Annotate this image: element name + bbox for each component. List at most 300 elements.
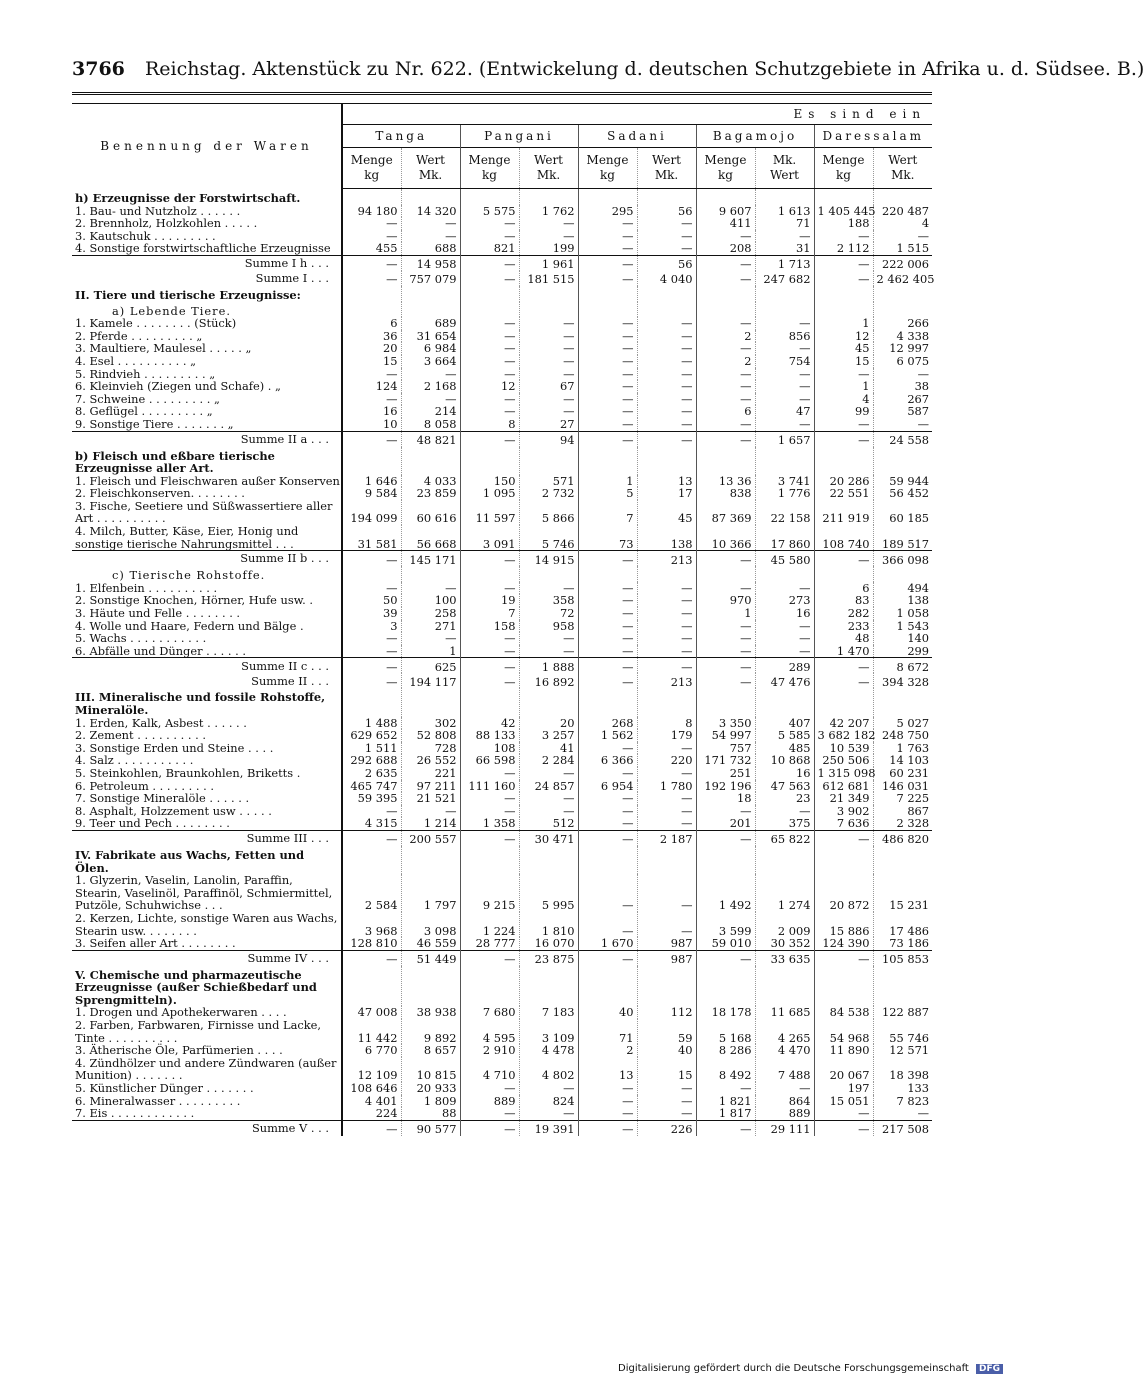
goods-name: 7. Sonstige Mineralöle . . . . . . [72, 792, 342, 805]
quantity-cell: 15 [383, 353, 398, 368]
value-cell: — [401, 632, 460, 645]
value-cell: 222 006 [873, 255, 932, 271]
quantity-cell: 8 492 [696, 1057, 755, 1082]
goods-name: 4. Wolle und Haare, Federn und Bälge . [72, 620, 342, 633]
quantity-cell: 465 747 [350, 778, 398, 793]
quantity-cell: — [460, 1107, 519, 1120]
page-number: 3766 [72, 58, 125, 80]
value-cell: 1 762 [519, 205, 578, 218]
empty-cell [401, 966, 460, 1007]
quantity-cell: — [460, 950, 519, 966]
value-cell: 2 462 405 [873, 271, 932, 286]
value-cell: 8 657 [401, 1044, 460, 1057]
value-cell: 824 [519, 1095, 578, 1108]
value-cell: 60 616 [401, 500, 460, 525]
value-cell: — [637, 874, 696, 912]
quantity-cell: — [578, 1082, 637, 1095]
quantity-cell: — [578, 805, 637, 818]
quantity-cell: — [578, 418, 637, 431]
quantity-cell: 10 366 [696, 525, 755, 551]
empty-cell [578, 302, 637, 318]
value-cell: — [519, 230, 578, 243]
quantity-cell: — [386, 631, 398, 646]
value-cell: 3 664 [401, 355, 460, 368]
empty-cell [519, 966, 578, 1007]
sum-row [72, 950, 932, 966]
value-cell: 14 915 [519, 551, 578, 567]
quantity-cell: 1 [696, 607, 755, 620]
quantity-cell: — [696, 368, 755, 381]
goods-name: 4. Sonstige forstwirtschaftliche Erzeugnisse [72, 242, 342, 255]
quantity-cell: 9 607 [696, 205, 755, 218]
quantity-cell: — [578, 230, 637, 243]
goods-name: 6. Kleinvieh (Ziegen und Schafe) . „ [72, 380, 342, 393]
sum-row [72, 830, 932, 846]
quantity-cell: 94 180 [357, 203, 398, 218]
unit-header-line: Menge [822, 153, 865, 167]
value-cell: 38 938 [401, 1006, 460, 1019]
quantity-cell: — [460, 355, 519, 368]
sum-row [72, 255, 932, 271]
quantity-cell: 889 [460, 1095, 519, 1108]
value-cell: 194 117 [401, 673, 460, 688]
empty-cell [814, 688, 873, 716]
value-cell: 60 231 [873, 767, 932, 780]
quantity-cell: 66 598 [460, 754, 519, 767]
value-cell: — [519, 632, 578, 645]
empty-cell [578, 966, 637, 1007]
empty-cell [519, 846, 578, 874]
sum-label: Summe V . . . [72, 1120, 342, 1136]
section-heading-row [72, 286, 932, 302]
value-cell: 200 557 [401, 830, 460, 846]
quantity-cell: — [460, 830, 519, 846]
goods-name: 1. Glyzerin, Vaselin, Lanolin, Paraffin, Stearin, Vaselinöl, Paraffinöl, Schmiermittel, Putzöle, Schuhwichse . . . [72, 874, 342, 912]
value-cell: 47 476 [755, 673, 814, 688]
quantity-cell: 31 581 [357, 536, 398, 551]
value-cell: — [401, 393, 460, 406]
unit-header-line: kg [836, 168, 851, 182]
quantity-cell: — [578, 1107, 637, 1120]
quantity-cell: — [460, 330, 519, 343]
quantity-cell: — [696, 317, 755, 330]
value-cell: 14 320 [401, 205, 460, 218]
empty-cell [696, 302, 755, 318]
unit-header-line: Menge [586, 153, 629, 167]
value-cell: — [637, 230, 696, 243]
value-cell: 20 [519, 717, 578, 730]
value-cell: 14 103 [873, 754, 932, 767]
quantity-cell: — [460, 805, 519, 818]
table-row [72, 242, 932, 255]
value-cell: — [519, 805, 578, 818]
goods-name: 2. Fleischkonserven. . . . . . . . [72, 487, 342, 500]
value-cell: 133 [873, 1082, 932, 1095]
page-header [72, 58, 1144, 95]
quantity-cell: 111 160 [460, 780, 519, 793]
value-cell: 71 [755, 217, 814, 230]
value-cell: 220 [637, 754, 696, 767]
empty-cell [460, 286, 519, 302]
value-cell: 1 810 [519, 912, 578, 937]
value-cell: 145 171 [401, 551, 460, 567]
goods-name: 6. Mineralwasser . . . . . . . . . [72, 1095, 342, 1108]
goods-name: 1. Fleisch und Fleischwaren außer Konserven [72, 475, 342, 488]
empty-cell [578, 566, 637, 582]
unit-header-line: Mk. [418, 168, 443, 182]
empty-cell [755, 447, 814, 475]
value-cell: 14 958 [401, 255, 460, 271]
quantity-cell: — [578, 271, 637, 286]
table-row [72, 1057, 932, 1082]
value-cell: 23 859 [401, 487, 460, 500]
quantity-cell: — [696, 620, 755, 633]
value-cell: — [519, 405, 578, 418]
value-cell: 394 328 [873, 673, 932, 688]
quantity-cell: — [696, 271, 755, 286]
quantity-cell: — [386, 366, 398, 381]
value-cell: — [755, 805, 814, 818]
value-cell: 4 [873, 217, 932, 230]
quantity-cell: — [814, 418, 873, 431]
goods-name: 7. Schweine . . . . . . . . . „ [72, 393, 342, 406]
value-cell: 1 058 [873, 607, 932, 620]
value-cell: 273 [755, 594, 814, 607]
quantity-cell: — [696, 380, 755, 393]
quantity-cell: — [342, 1120, 401, 1136]
value-cell: 7 225 [873, 792, 932, 805]
value-cell: 12 571 [873, 1044, 932, 1057]
value-cell: 1 809 [401, 1095, 460, 1108]
goods-name: 3. Sonstige Erden und Steine . . . . [72, 742, 342, 755]
value-cell: 1 888 [519, 658, 578, 674]
quantity-cell: 208 [696, 242, 755, 255]
quantity-cell: — [696, 645, 755, 658]
empty-cell [873, 302, 932, 318]
value-cell: 289 [755, 658, 814, 674]
quantity-cell: — [578, 632, 637, 645]
value-cell: — [519, 792, 578, 805]
value-cell: — [637, 431, 696, 447]
empty-cell [519, 286, 578, 302]
quantity-cell: — [578, 217, 637, 230]
goods-name: 8. Geflügel . . . . . . . . . „ [72, 405, 342, 418]
table-row [72, 1019, 932, 1044]
value-cell: 485 [755, 742, 814, 755]
value-cell: 571 [519, 475, 578, 488]
quantity-cell: 150 [460, 475, 519, 488]
quantity-cell: 124 390 [814, 937, 873, 950]
quantity-cell: 188 [814, 217, 873, 230]
section-heading: b) Fleisch und eßbare tierische Erzeugnisse aller Art. [72, 447, 342, 475]
quantity-cell: 3 091 [460, 525, 519, 551]
quantity-cell: — [342, 431, 401, 447]
value-cell: 8 672 [873, 658, 932, 674]
value-cell: 138 [873, 594, 932, 607]
quantity-cell: — [460, 673, 519, 688]
location-header: Daressalam [814, 125, 932, 148]
quantity-cell: 757 [696, 742, 755, 755]
goods-name: 5. Rindvieh . . . . . . . . . „ [72, 368, 342, 381]
value-cell: 5 746 [519, 525, 578, 551]
value-cell: 5 995 [519, 874, 578, 912]
quantity-cell: — [460, 767, 519, 780]
value-cell: 987 [637, 950, 696, 966]
quantity-cell: 158 [460, 620, 519, 633]
goods-name: 1. Drogen und Apothekerwaren . . . . [72, 1006, 342, 1019]
value-cell: 213 [637, 673, 696, 688]
value-cell: 248 750 [873, 729, 932, 742]
quantity-cell: 21 349 [814, 792, 873, 805]
quantity-cell: — [814, 551, 873, 567]
sum-label: Summe I h . . . [72, 255, 342, 271]
quantity-cell: 99 [814, 405, 873, 418]
value-cell: 138 [637, 525, 696, 551]
quantity-cell: 1 224 [460, 912, 519, 937]
goods-name: 3. Fische, Seetiere und Süßwassertiere aller Art . . . . . . . . . . [72, 500, 342, 525]
value-cell: 1 515 [873, 242, 932, 255]
quantity-cell: — [460, 271, 519, 286]
unit-header [401, 148, 460, 189]
quantity-cell: 11 597 [460, 500, 519, 525]
value-cell: 24 558 [873, 431, 932, 447]
value-cell: 17 486 [873, 912, 932, 937]
quantity-cell: 1 358 [460, 817, 519, 830]
value-cell: 9 892 [401, 1019, 460, 1044]
quantity-cell: 28 777 [460, 937, 519, 950]
value-cell: 65 822 [755, 830, 814, 846]
value-cell: 16 [755, 767, 814, 780]
quantity-cell: 8 286 [696, 1044, 755, 1057]
value-cell: 213 [637, 551, 696, 567]
value-cell: 217 508 [873, 1120, 932, 1136]
quantity-cell: 1 [578, 475, 637, 488]
quantity-cell: — [696, 255, 755, 271]
quantity-cell: 7 680 [460, 1006, 519, 1019]
quantity-cell: 7 [460, 607, 519, 620]
quantity-cell: — [696, 950, 755, 966]
sum-row [72, 1120, 932, 1136]
quantity-cell: 5 575 [460, 205, 519, 218]
value-cell: 2 168 [401, 380, 460, 393]
value-cell: 221 [401, 767, 460, 780]
quantity-cell: 1 562 [578, 729, 637, 742]
empty-cell [578, 189, 637, 205]
value-cell: — [755, 418, 814, 431]
section-heading-row [72, 846, 932, 874]
sum-label: Summe III . . . [72, 830, 342, 846]
goods-name: 2. Sonstige Knochen, Hörner, Hufe usw. . [72, 594, 342, 607]
quantity-cell: 6 [696, 405, 755, 418]
table-row [72, 418, 932, 431]
empty-cell [401, 566, 460, 582]
quantity-cell: — [386, 272, 398, 287]
goods-name: 2. Brennholz, Holzkohlen . . . . . [72, 217, 342, 230]
value-cell: 494 [873, 582, 932, 595]
value-cell: — [637, 242, 696, 255]
value-cell: 1 776 [755, 487, 814, 500]
unit-header-line: kg [364, 168, 380, 182]
quantity-cell: — [578, 742, 637, 755]
value-cell: 7 823 [873, 1095, 932, 1108]
value-cell: 15 [637, 1057, 696, 1082]
unit-header [460, 148, 519, 189]
quantity-cell: 42 207 [814, 717, 873, 730]
value-cell: 56 668 [401, 525, 460, 551]
quantity-cell: — [696, 431, 755, 447]
goods-table-container [72, 103, 935, 1137]
value-cell: 47 [755, 405, 814, 418]
unit-header-line: kg [718, 168, 733, 182]
value-cell: 867 [873, 805, 932, 818]
value-cell: 56 452 [873, 487, 932, 500]
section-heading-row [72, 966, 932, 1007]
quantity-cell: 171 732 [696, 754, 755, 767]
value-cell: 97 211 [401, 780, 460, 793]
quantity-cell: — [578, 1120, 637, 1136]
section-heading: h) Erzeugnisse der Forstwirtschaft. [72, 189, 342, 205]
value-cell: 1 657 [755, 431, 814, 447]
empty-cell [637, 566, 696, 582]
empty-cell [342, 688, 401, 716]
value-cell: 1 274 [755, 874, 814, 912]
value-cell: 856 [755, 330, 814, 343]
quantity-cell: 1 315 098 [814, 767, 873, 780]
location-header: Tanga [342, 125, 460, 148]
value-cell: 1 [401, 645, 460, 658]
quantity-cell: — [578, 673, 637, 688]
empty-cell [578, 286, 637, 302]
unit-header-line: kg [600, 168, 615, 182]
quantity-cell: — [460, 393, 519, 406]
value-cell: 27 [519, 418, 578, 431]
quantity-cell: 11 442 [357, 1030, 398, 1045]
value-cell: 33 635 [755, 950, 814, 966]
section-heading: c) Tierische Rohstoffe. [72, 566, 342, 582]
value-cell: 889 [755, 1107, 814, 1120]
value-cell: 864 [755, 1095, 814, 1108]
goods-name: 4. Salz . . . . . . . . . . . [72, 754, 342, 767]
value-cell: 181 515 [519, 271, 578, 286]
quantity-cell: — [578, 255, 637, 271]
quantity-cell: — [386, 643, 398, 658]
value-cell: — [637, 620, 696, 633]
table-row [72, 817, 932, 830]
value-cell: 2 284 [519, 754, 578, 767]
goods-name: 3. Maultiere, Maulesel . . . . . „ [72, 342, 342, 355]
unit-header-line: kg [482, 168, 497, 182]
empty-cell [637, 688, 696, 716]
empty-cell [637, 302, 696, 318]
sum-row [72, 658, 932, 674]
quantity-cell: — [460, 405, 519, 418]
table-row [72, 937, 932, 950]
empty-cell [637, 966, 696, 1007]
unit-header-line: Wert [769, 168, 799, 182]
value-cell: 30 471 [519, 830, 578, 846]
quantity-cell: 20 872 [814, 874, 873, 912]
quantity-cell: — [342, 830, 401, 846]
value-cell: 5 585 [755, 729, 814, 742]
value-cell: 21 521 [401, 792, 460, 805]
quantity-cell: 3 968 [364, 923, 398, 938]
value-cell: — [755, 342, 814, 355]
value-cell: — [401, 368, 460, 381]
empty-cell [460, 688, 519, 716]
value-cell: 2 009 [755, 912, 814, 937]
quantity-cell: — [460, 792, 519, 805]
value-cell: 105 853 [873, 950, 932, 966]
sum-label: Summe II c . . . [72, 658, 342, 674]
goods-name: 5. Künstlicher Dünger . . . . . . . [72, 1082, 342, 1095]
value-cell: — [519, 342, 578, 355]
value-cell: 47 563 [755, 780, 814, 793]
empty-cell [401, 286, 460, 302]
empty-cell [401, 688, 460, 716]
empty-cell [519, 189, 578, 205]
quantity-cell: 15 [814, 355, 873, 368]
empty-cell [755, 189, 814, 205]
table-row [72, 355, 932, 368]
goods-name: 2. Zement . . . . . . . . . . [72, 729, 342, 742]
unit-header-line: Menge [350, 153, 393, 167]
value-cell: — [519, 645, 578, 658]
value-cell: 4 802 [519, 1057, 578, 1082]
value-cell: 90 577 [401, 1120, 460, 1136]
quantity-cell: — [386, 674, 398, 689]
empty-cell [755, 286, 814, 302]
value-cell: — [401, 805, 460, 818]
value-cell: — [755, 645, 814, 658]
value-cell: — [519, 330, 578, 343]
unit-header-line: Mk. [891, 168, 915, 182]
goods-name: 2. Pferde . . . . . . . . . „ [72, 330, 342, 343]
quantity-cell: 7 636 [814, 817, 873, 830]
quantity-cell: 15 886 [814, 912, 873, 937]
empty-cell [519, 566, 578, 582]
table-row [72, 317, 932, 330]
value-cell: 179 [637, 729, 696, 742]
value-cell: 3 257 [519, 729, 578, 742]
quantity-cell: 1 [814, 317, 873, 330]
quantity-cell: — [460, 342, 519, 355]
quantity-cell: 20 286 [814, 475, 873, 488]
empty-cell [755, 966, 814, 1007]
quantity-cell: — [696, 551, 755, 567]
value-cell: — [401, 230, 460, 243]
value-cell: — [637, 817, 696, 830]
location-header: Pangani [460, 125, 578, 148]
quantity-cell: 9 584 [364, 486, 398, 501]
value-cell: 19 391 [519, 1120, 578, 1136]
value-cell: — [637, 342, 696, 355]
value-cell: 51 449 [401, 950, 460, 966]
quantity-cell: — [814, 368, 873, 381]
empty-cell [401, 846, 460, 874]
value-cell: 122 887 [873, 1006, 932, 1019]
quantity-cell: — [460, 1082, 519, 1095]
value-cell: 45 580 [755, 551, 814, 567]
quantity-cell: 47 008 [357, 1005, 398, 1020]
table-row [72, 487, 932, 500]
value-cell: 407 [755, 717, 814, 730]
quantity-cell: 88 133 [460, 729, 519, 742]
quantity-cell: — [460, 255, 519, 271]
empty-cell [519, 302, 578, 318]
value-cell: 11 685 [755, 1006, 814, 1019]
unit-header-line: Wert [533, 153, 563, 167]
quantity-cell: 201 [696, 817, 755, 830]
